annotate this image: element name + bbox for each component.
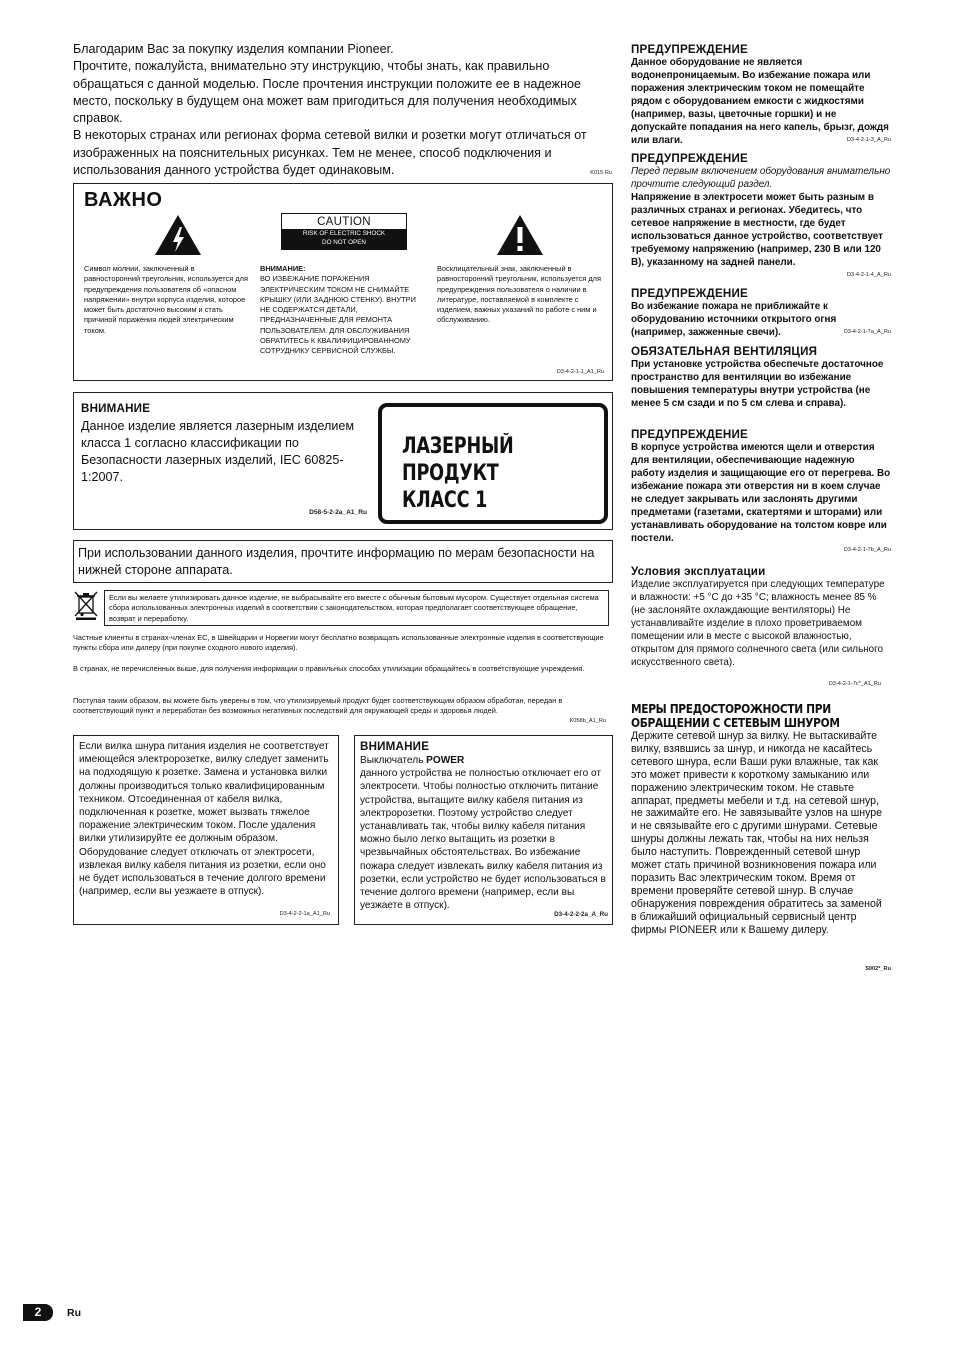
- laser-box: [73, 392, 613, 530]
- warning-text: Данное оборудование не является водонепроницаемым. Во избежание пожара или поражения электрическим током не помещайте рядом с оборудованием емкости с жидкостями (например, вазы, цветочные горшки) и не допускайте попадания на него капель, брызг, дождя или влаги.: [631, 57, 889, 146]
- ventilation-block: [631, 345, 889, 410]
- weee-paragraph: Поступая таким образом, вы можете быть уверены в том, что утилизируемый продукт будет соответствующим образом обработан, передан в соответствующий пункт и переработан без возможных негативных последствий для окружающей среды и здоровья людей.: [73, 696, 563, 716]
- laser-label-line: ЛАЗЕРНЫЙ: [402, 434, 514, 459]
- warning-italic: Перед первым включением оборудования внимательно прочтите следующий раздел.: [631, 166, 891, 190]
- power-switch-name: POWER: [426, 755, 465, 766]
- doc-code: K015 Ru: [590, 170, 612, 176]
- laser-label-line: ПРОДУКТ КЛАСС 1: [402, 461, 499, 513]
- ventilation-heading: ОБЯЗАТЕЛЬНАЯ ВЕНТИЛЯЦИЯ: [631, 345, 818, 358]
- cord-title: МЕРЫ ПРЕДОСТОРОЖНОСТИ ПРИ ОБРАЩЕНИИ С СЕТЕВЫМ ШНУРОМ: [631, 701, 840, 730]
- doc-code: D3-4-2-1-1_A1_Ru: [556, 369, 604, 375]
- laser-class-label: [378, 403, 608, 524]
- crossed-bin-icon: [73, 590, 99, 620]
- caution-label-title: CAUTION: [317, 216, 371, 228]
- right-column: [631, 43, 891, 147]
- caution-text: ВО ИЗБЕЖАНИЕ ПОРАЖЕНИЯ ЭЛЕКТРИЧЕСКИМ ТОКОМ НЕ СНИМАЙТЕ КРЫШКУ (ИЛИ ЗАДНЮЮ СТЕНКУ). ВНУТРИ НЕ СОДЕРЖАТСЯ ДЕТАЛИ, ПРЕДНАЗНАЧЕННЫЕ ДЛЯ РЕМОНТА ПОЛЬЗОВАТЕЛЕМ. ДЛЯ ОБСЛУЖИВАНИЯ ОБРАТИТЕСЬ К КВАЛИФИЦИРОВАННОМУ СОТРУДНИКУ СЕРВИСНОЙ СЛУЖБЫ.: [260, 274, 416, 356]
- usage-text: Изделие эксплуатируется при следующих температуре и влажности: +5 °C до +35 °C; влажность менее 85 % (не заслоняйте охлаждающие вентиляторы) Не устанавливайте изделие в плохо проветриваемом помещении или в месте с высокой влажностью, открытом для прямого солнечного света (или сильного искусственного света).: [631, 579, 885, 668]
- lightning-warning-icon: [153, 213, 203, 257]
- laser-text: Данное изделие является лазерным изделием класса 1 согласно классификации по Безопасности лазерных изделий, IEC 60825-1:2007.: [81, 419, 355, 484]
- caution-label: [281, 213, 407, 250]
- power-box: [354, 735, 613, 925]
- warning-text: Во избежание пожара не приближайте к оборудованию источники открытого огня (например, зажженные свечи).: [631, 301, 837, 338]
- important-title: ВАЖНО: [84, 189, 163, 211]
- doc-code: D3-4-2-2-1a_A1_Ru: [279, 911, 330, 917]
- ventilation-text: При установке устройства обеспечьте достаточное пространство для вентиляции во избежание повышения температуры внутри устройства (не менее 5 см сзади и по 5 см слева и справа).: [631, 359, 884, 409]
- intro-paragraph: Прочтите, пожалуйста, внимательно эту инструкцию, чтобы знать, как правильно обращаться с данной моделью. После прочтения инструкции положите ее в надежное место, поскольку в будущем она может вам пригодиться для получения необходимых справок.: [73, 59, 582, 126]
- doc-code: D3-4-2-1-7c*_A1_Ru: [828, 681, 881, 687]
- cord-text: Держите сетевой шнур за вилку. Не вытаскивайте вилку, взявшись за шнур, и никогда не касайтесь сетевого шнура, если Ваши руки влажные, так как это может привести к короткому замыканию или поражению электрическим током. Не ставьте аппарат, предметы мебели и т.д. на сетевой шнур, не зажимайте его. Не завязывайте узлов на шнуре и не связывайте его с другими шнурами. Сетевые шнуры должны лежать так, чтобы на них нельзя было наступить. Поврежденный сетевой шнур может стать причиной возникновения пожара или поразить Вас электрическим током. Время от времени проверяйте сетевой шнур. В случае обнаружения повреждения обратитесь за заменой в ближайший официальный сервисный центр фирмы PIONEER или к Вашему дилеру.: [631, 730, 883, 936]
- warning-heading: ПРЕДУПРЕЖДЕНИЕ: [631, 287, 748, 300]
- caution-heading: ВНИМАНИЕ:: [260, 264, 306, 273]
- plug-box: [73, 735, 339, 925]
- doc-code: S002*_Ru: [865, 966, 891, 972]
- intro-paragraph: Благодарим Вас за покупку изделия компании Pioneer.: [73, 42, 394, 56]
- warning-text: Напряжение в электросети может быть разным в различных странах и регионах. Убедитесь, что сетевое напряжение в местности, где будет использоваться данное устройство, соответствует требуемому напряжению (например, 230 В или 120 В), указанному на задней панели.: [631, 192, 884, 268]
- doc-code: K058b_A1_Ru: [569, 718, 606, 724]
- power-text: [360, 754, 610, 912]
- intro-text: [73, 41, 613, 179]
- caution-label-subtitle: [282, 229, 406, 249]
- doc-code: D3-4-2-1-4_A_Ru: [846, 272, 891, 278]
- weee-paragraph: В странах, не перечисленных выше, для получения информации о правильных способах утилизации обращайтесь в соответствующие учреждения.: [73, 664, 585, 673]
- power-switch-line: [360, 754, 610, 767]
- weee-paragraph: Частные клиенты в странах-членах ЕС, в Швейцарии и Норвегии могут бесплатно возвращать использованные электронные изделия в соответствующие пункты сбора или дилеру (при покупке сходного нового изделия).: [73, 633, 604, 653]
- doc-code: D3-4-2-1-7b_A_Ru: [843, 547, 891, 553]
- power-heading: ВНИМАНИЕ: [360, 740, 430, 753]
- warning-heading: ПРЕДУПРЕЖДЕНИЕ: [631, 428, 748, 441]
- warning-heading: ПРЕДУПРЕЖДЕНИЕ: [631, 152, 748, 165]
- caution-description: [260, 264, 422, 357]
- power-description: данного устройства не полностью отключает его от электросети. Чтобы полностью отключить питание устройства, вытащите вилку кабеля питания из электророзетки. Поэтому устройство следует устанавливать так, чтобы вилку кабеля питания можно было легко вытащить из розетки в чрезвычайных обстоятельствах. Во избежание пожара следует извлекать вилку кабеля питания из розетки, если устройство не будет использоваться в течение долгого времени (например, если вы уезжаете в отпуск).: [360, 768, 606, 912]
- doc-code: D3-4-2-2-2a_A_Ru: [554, 911, 608, 918]
- exclamation-warning-icon: [495, 213, 545, 257]
- laser-heading: ВНИМАНИЕ: [81, 402, 151, 415]
- weee-box: Если вы желаете утилизировать данное изделие, не выбрасывайте его вместе с обычным бытовым мусором. Существует отдельная система сбора использованных электронных изделий в соответствии с законодательством, которая предполагает соответствующее обращение, возврат и переработку.: [104, 590, 609, 626]
- laser-label-text: [402, 433, 564, 514]
- page-number: 2: [23, 1304, 53, 1321]
- doc-code: D58-5-2-2a_A1_Ru: [309, 509, 367, 516]
- doc-code: D3-4-2-1-3_A_Ru: [846, 137, 891, 143]
- bottom-notice-box: [73, 540, 613, 583]
- caution-line: DO NOT OPEN: [322, 238, 366, 246]
- plug-text: Если вилка шнура питания изделия не соответствует имеющейся электророзетке, вилку следует заменить на подходящую к розетке. Замена и установка вилки должны производиться только квалифицированным техником. Отсоединенная от кабеля вилка, подключенная к розетке, может вызвать тяжелое поражение электрическим током. После удаления вилки утилизируйте ее должным образом. Оборудование следует отключать от электросети, извлекая вилку кабеля питания из розетки, если оно не будет использоваться в течение долгого времени (например, если вы уезжаете в отпуск).: [79, 741, 329, 898]
- usage-block: [631, 565, 891, 669]
- important-box: [73, 183, 613, 381]
- bottom-notice-text: При использовании данного изделия, прочтите информацию по мерам безопасности на нижней стороне аппарата.: [78, 546, 595, 577]
- power-switch-prefix: Выключатель: [360, 755, 427, 766]
- warning-text: В корпусе устройства имеются щели и отверстия для вентиляции, обеспечивающие надежную работу изделия и защищающие его от перегрева. Во избежание пожара эти отверстия ни в коем случае не следует закрывать или заслонять другими предметами (газетами, скатертями и шторами) или устанавливать оборудование на толстом ковре или постели.: [631, 442, 891, 544]
- lightning-description: Символ молнии, заключенный в равносторонний треугольник, используется для предупреждения пользователя об «опасном напряжении» внутри корпуса изделия, которое может быть достаточно высоким и стать причиной поражения людей электрическим током.: [84, 264, 248, 335]
- warning-heading: ПРЕДУПРЕЖДЕНИЕ: [631, 43, 748, 56]
- language-code: Ru: [67, 1307, 81, 1319]
- usage-heading: Условия эксплуатации: [631, 565, 766, 578]
- intro-paragraph: В некоторых странах или регионах форма сетевой вилки и розетки могут отличаться от изображенных на пояснительных рисунках. Тем не менее, способ подключения и использования данного устройства будет одинаковым.: [73, 128, 587, 178]
- warning-block: [631, 152, 893, 269]
- warning-block: [631, 428, 891, 545]
- doc-code: D3-4-2-1-7a_A_Ru: [843, 329, 891, 335]
- cord-block: [631, 702, 891, 937]
- exclamation-description: Восклицательный знак, заключенный в равносторонний треугольник, используется для предупреждения пользователя о наличии в литературе, поставляемой в комплекте с изделием, важных указаний по работе с ним и обслуживанию.: [437, 264, 601, 325]
- caution-line: RISK OF ELECTRIC SHOCK: [302, 230, 386, 237]
